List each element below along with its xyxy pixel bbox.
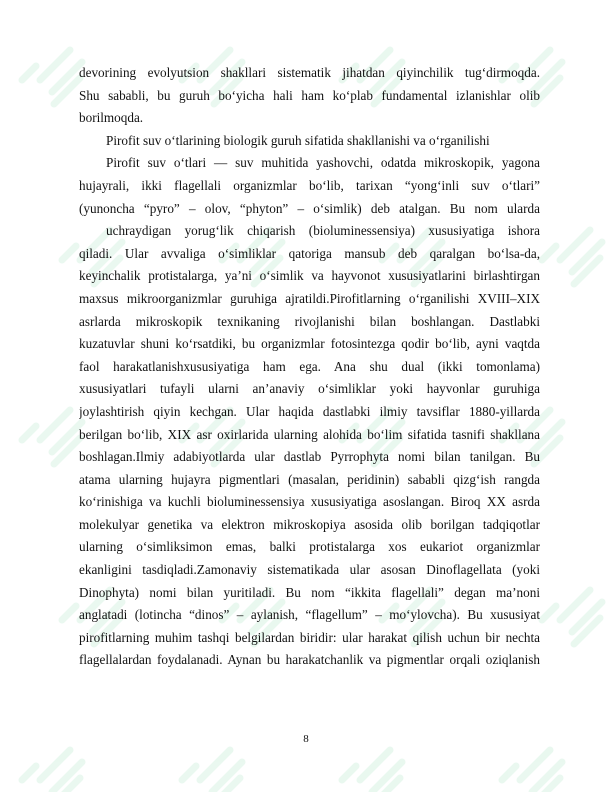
text-line: ekanligini tasdiqladi.Zamonaviy sistematikada ular asosan Dinoflagellata (yoki — [79, 562, 540, 578]
text-line: kuzatuvlar shuni ko‘rsatdiki, bu organizmlar fotosintezga qodir bo‘lib, ayni vaqtda — [79, 336, 540, 352]
page-number: 8 — [303, 733, 309, 745]
text-line: ko‘rinishiga va kuchli bioluminessensiya xususiyatiga asoslangan. Biroq XX asrda — [79, 494, 540, 510]
text-line: ularning o‘simliksimon emas, balki protistalarga xos eukariot organizmlar — [79, 539, 540, 555]
watermark-stroke — [22, 410, 82, 464]
watermark-stroke — [542, 590, 602, 644]
document-body — [79, 62, 540, 672]
text-line: keyinchalik protistalarga, ya’ni o‘simlik va hayvonot xususiyatlarini birlashtirgan — [79, 268, 540, 284]
text-line: qiladi. Ular avvaliga o‘simliklar qatoriga mansub deb qaralgan bo‘lsa-da, — [79, 245, 540, 261]
section-heading: Pirofit suv o‘tlarining biologik guruh sifatida shakllanishi va o‘rganilishi — [106, 132, 490, 148]
text-line: Dinophyta) nomi bilan yuritiladi. Bu nom “ikkita flagellali” degan ma’noni — [79, 584, 540, 600]
watermark-stroke — [342, 750, 402, 792]
text-line: flagellalardan foydalanadi. Aynan bu harakatchanlik va pigmentlar orqali oziqlanish — [79, 652, 540, 668]
watermark-stroke — [182, 750, 242, 792]
text-line: anglatadi (lotincha “dinos” – aylanish, “flagellum” – mo‘ylovcha). Bu xususiyat — [79, 607, 540, 623]
watermark-stroke — [22, 50, 82, 104]
text-line: Pirofit suv o‘tlari — suv muhitida yashovchi, odatda mikroskopik, yagona — [106, 155, 540, 171]
text-line: berilgan bo‘lib, XIX asr oxirlarida ularning alohida bo‘lim sifatida tasnifi shakllana — [79, 426, 540, 442]
text-line: uchraydigan yorug‘lik chiqarish (bioluminessensiya) xususiyatiga ishora — [106, 223, 540, 239]
text-line: asrlarda mikroskopik texnikaning rivojlanishi bilan boshlangan. Dastlabki — [79, 313, 540, 329]
text-line: devorining evolyutsion shakllari sistematik jihatdan qiyinchilik tug‘dirmoqda. — [79, 65, 540, 80]
text-line: molekulyar genetika va elektron mikroskopiya asosida olib borilgan tadqiqotlar — [79, 516, 540, 532]
text-line: (yunoncha “pyro” – olov, “phyton” – o‘simlik) deb atalgan. Bu nom ularda — [79, 200, 540, 216]
text-line: borilmoqda. — [79, 110, 144, 126]
text-line: joylashtirish qiyin kechgan. Ular haqida dastlabki ilmiy tavsiflar 1880-yillarda — [79, 403, 540, 419]
text-line: Shu sababli, bu guruh bo‘yicha hali ham ko‘plab fundamental izlanishlar olib — [79, 87, 540, 103]
text-line: faol harakatlanishxususiyatiga ham ega. Ana shu dual (ikki tomonlama) — [79, 358, 540, 374]
watermark-stroke — [502, 750, 562, 792]
watermark-stroke — [542, 230, 602, 284]
watermark-stroke — [22, 750, 82, 792]
text-line: pirofitlarning muhim tashqi belgilardan biridir: ular harakat qilish uchun bir nechta — [79, 629, 540, 645]
text-line: boshlagan.Ilmiy adabiyotlarda ular dastlab Pyrrophyta nomi bilan tanilgan. Bu — [79, 449, 540, 465]
text-line: atama ularning hujayra pigmentlari (masalan, peridinin) sababli qizg‘ish rangda — [79, 471, 540, 487]
text-line: hujayrali, ikki flagellali organizmlar bo‘lib, tarixan “yong‘inli suv o‘tlari” — [79, 177, 540, 193]
text-line: maxsus mikroorganizmlar guruhiga ajratildi.Pirofitlarning o‘rganilishi XVIII–XIX — [79, 290, 540, 306]
text-line: xususiyatlari tufayli ularni an’anaviy o‘simliklar yoki hayvonlar guruhiga — [79, 381, 540, 397]
